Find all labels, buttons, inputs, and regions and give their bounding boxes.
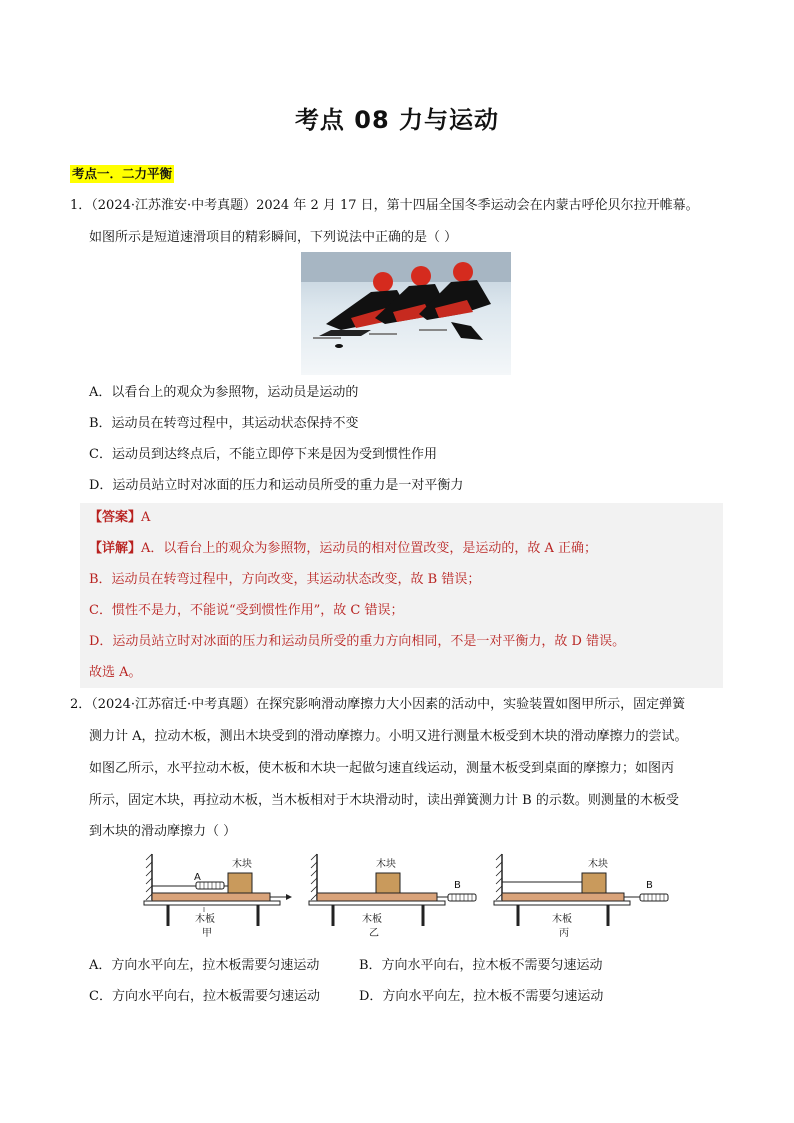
label-board-yi: 木板 <box>362 914 382 925</box>
label-block-yi: 木块 <box>376 859 396 870</box>
label-b-bing: B <box>646 880 653 891</box>
label-block-bing: 木块 <box>588 859 608 870</box>
label-a-jia: A <box>194 872 201 883</box>
label-board-jia: 木板 <box>195 914 215 925</box>
panel-jia <box>144 854 292 939</box>
q2-stem-line-2: 测力计 A，拉动木板，测出木块受到的滑动摩擦力。小明又进行测量木板受到木块的滑动摩擦力的尝试。 <box>89 729 688 744</box>
detail-text-a: A．以看台上的观众为参照物，运动员的相对位置改变，是运动的，故 A 正确； <box>141 541 598 556</box>
q1-detail-line-5: 故选 A。 <box>89 665 142 680</box>
q1-detail-line-2: B．运动员在转弯过程中，方向改变，其运动状态改变，故 B 错误； <box>89 572 481 587</box>
q1-answer-box <box>80 503 723 688</box>
panel-bing <box>494 854 668 939</box>
q1-detail-line-4: D．运动员站立时对冰面的压力和运动员所受的重力方向相同，不是一对平衡力，故 D 错误。 <box>89 634 626 649</box>
q2-figure <box>140 852 700 944</box>
q1-figure-photo <box>301 252 511 375</box>
label-board-bing: 木板 <box>552 914 572 925</box>
q1-option-b: B．运动员在转弯过程中，其运动状态保持不变 <box>89 416 359 431</box>
label-b-yi: B <box>454 880 461 891</box>
q2-option-a: A．方向水平向左，拉木板需要匀速运动 <box>89 958 320 973</box>
q1-detail-line-3: C．惯性不是力，不能说“受到惯性作用”，故 C 错误； <box>89 603 404 618</box>
q1-option-d: D．运动员站立时对冰面的压力和运动员所受的重力是一对平衡力 <box>89 478 464 493</box>
q1-answer <box>89 508 150 528</box>
q2-option-b: B．方向水平向右，拉木板不需要匀速运动 <box>359 958 603 973</box>
panel-yi <box>309 854 476 939</box>
detail-label: 【详解】 <box>89 541 142 556</box>
q2-option-d: D．方向水平向左，拉木板不需要匀速运动 <box>359 989 604 1004</box>
label-bing: 丙 <box>559 928 569 939</box>
q1-stem-line-1: 1．（2024·江苏淮安·中考真题）2024 年 2 月 17 日，第十四届全国冬季运动会在内蒙古呼伦贝尔拉开帷幕。 <box>70 198 699 213</box>
answer-label: 【答案】 <box>89 510 142 525</box>
q1-detail-line-1 <box>89 539 597 559</box>
label-yi: 乙 <box>369 928 379 939</box>
section-heading: 考点一．二力平衡 <box>72 166 173 181</box>
q2-stem-line-1: 2．（2024·江苏宿迁·中考真题）在探究影响滑动摩擦力大小因素的活动中，实验装置如图甲所示，固定弹簧 <box>70 697 686 712</box>
label-jia: 甲 <box>202 928 212 939</box>
speed-skating-image <box>301 252 511 375</box>
label-block-jia: 木块 <box>232 859 252 870</box>
q2-stem-line-4: 所示，固定木块，再拉动木板，当木板相对于木块滑动时，读出弹簧测力计 B 的示数。则测量的木板受 <box>89 793 679 808</box>
q2-stem-line-3: 如图乙所示，水平拉动木板，使木板和木块一起做匀速直线运动，测量木板受到桌面的摩擦力；如图丙 <box>89 761 675 776</box>
q2-stem-line-5: 到木块的滑动摩擦力（ ） <box>89 824 237 839</box>
q1-stem-line-2: 如图所示是短道速滑项目的精彩瞬间，下列说法中正确的是（ ） <box>89 230 458 245</box>
friction-experiment-diagram <box>140 852 700 944</box>
q2-option-c: C．方向水平向右，拉木板需要匀速运动 <box>89 989 320 1004</box>
page-title: 考点 08 力与运动 <box>294 106 500 134</box>
answer-value: A <box>141 510 151 525</box>
q1-option-c: C．运动员到达终点后，不能立即停下来是因为受到惯性作用 <box>89 447 437 462</box>
q1-option-a: A．以看台上的观众为参照物，运动员是运动的 <box>89 385 359 400</box>
